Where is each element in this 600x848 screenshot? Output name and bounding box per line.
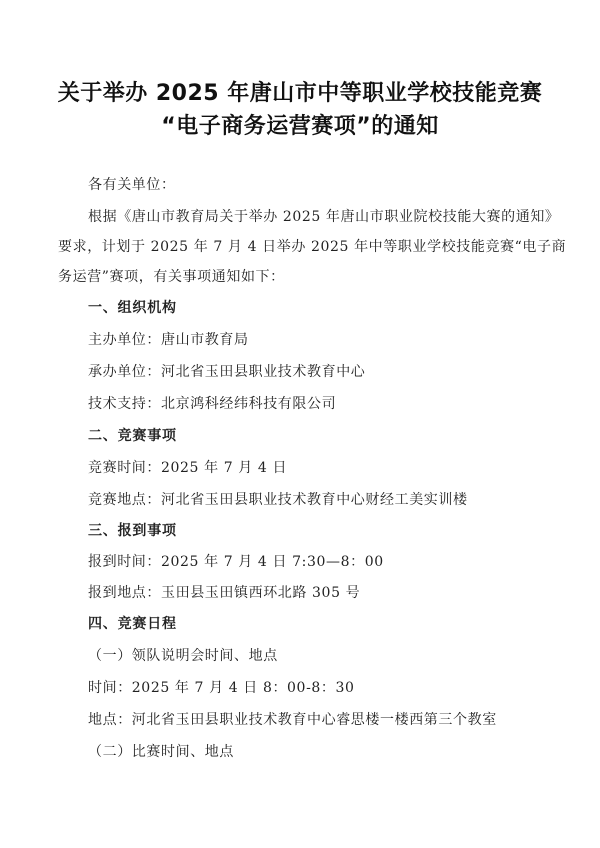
section-heading-checkin: 三、报到事项 [88, 523, 177, 539]
briefing-time: 时间：2025 年 7 月 4 日 8：00-8：30 [88, 680, 355, 696]
intro-line-1: 根据《唐山市教育局关于举办 2025 年唐山市职业院校技能大赛的通知》 [88, 209, 560, 225]
contest-place: 竞赛地点：河北省玉田县职业技术教育中心财经工美实训楼 [88, 492, 468, 508]
intro-line-2: 要求，计划于 2025 年 7 月 4 日举办 2025 年中等职业学校技能竞赛“电子商 [58, 239, 567, 255]
intro-line-3: 务运营”赛项，有关事项通知如下： [58, 269, 285, 285]
technical-support: 技术支持：北京鸿科经纬科技有限公司 [88, 396, 337, 412]
host-unit: 主办单位：唐山市教育局 [88, 332, 249, 348]
document-title-line-2: “电子商务运营赛项”的通知 [161, 114, 439, 139]
section-heading-organization: 一、组织机构 [88, 300, 177, 316]
section-heading-contest: 二、竞赛事项 [88, 428, 177, 444]
contest-time: 竞赛时间：2025 年 7 月 4 日 [88, 460, 288, 476]
briefing-place: 地点：河北省玉田县职业技术教育中心睿思楼一楼西第三个教室 [88, 712, 497, 728]
organizer-unit: 承办单位：河北省玉田县职业技术教育中心 [88, 364, 366, 380]
checkin-time: 报到时间：2025 年 7 月 4 日 7:30—8：00 [88, 554, 384, 570]
salutation: 各有关单位： [88, 177, 176, 193]
document-title-line-1: 关于举办 2025 年唐山市中等职业学校技能竞赛 [57, 81, 543, 106]
checkin-place: 报到地点：玉田县玉田镇西环北路 305 号 [88, 585, 361, 601]
schedule-subheading-1: （一）领队说明会时间、地点 [88, 648, 278, 664]
schedule-subheading-2: （二）比赛时间、地点 [88, 744, 234, 760]
section-heading-schedule: 四、竞赛日程 [88, 616, 177, 632]
